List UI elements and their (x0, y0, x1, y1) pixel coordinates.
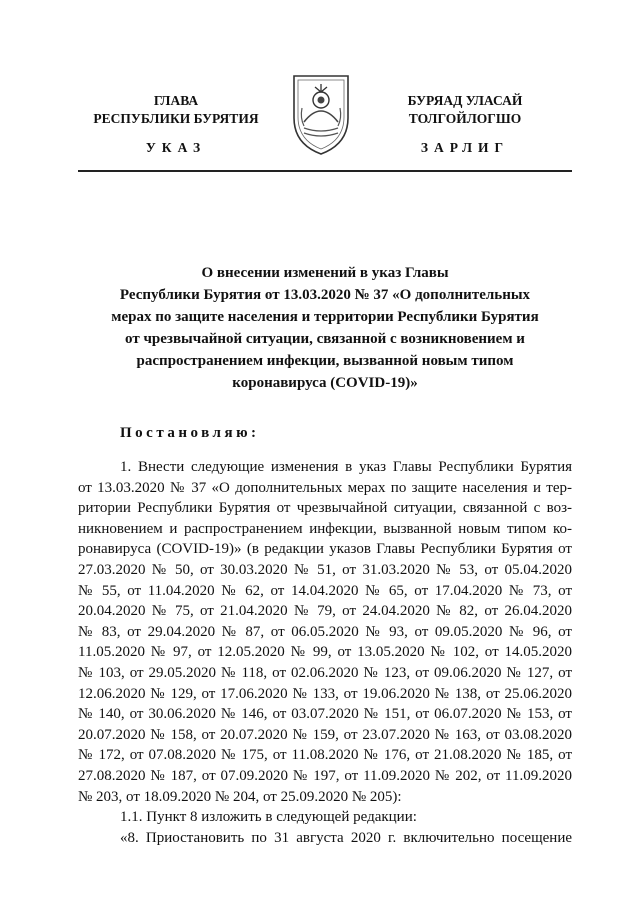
body-line: № 83, от 29.04.2020 № 87, от 06.05.2020 № 93, от 09.05.2020 № 96, от (78, 623, 572, 640)
title-line: от чрезвычайной ситуации, связанной с возникновением и (125, 331, 525, 347)
body-line: 27.03.2020 № 50, от 30.03.2020 № 51, от 31.03.2020 № 53, от 05.04.2020 (78, 561, 572, 578)
header-left-block (78, 92, 274, 128)
header-left-line-2: РЕСПУБЛИКИ БУРЯТИЯ (93, 111, 259, 126)
header-left-line-1: ГЛАВА (153, 93, 199, 108)
body-line: № 103, от 29.05.2020 № 118, от 02.06.2020 № 123, от 09.06.2020 № 127, от (78, 664, 572, 681)
body-line: № 172, от 07.08.2020 № 175, от 11.08.2020 № 176, от 21.08.2020 № 185, от (78, 747, 572, 764)
document-title (78, 262, 572, 394)
body-line: № 203, от 18.09.2020 № 204, от 25.09.2020 № 205): (78, 788, 402, 805)
body-line: 12.06.2020 № 129, от 17.06.2020 № 133, от 19.06.2020 № 138, от 25.06.2020 (78, 685, 572, 702)
body-line: 11.05.2020 № 97, от 12.05.2020 № 99, от 13.05.2020 № 102, от 14.05.2020 (78, 644, 572, 661)
body-line: никновением и распространением инфекции, вызванной новым типом ко- (78, 520, 572, 537)
body-line: 1.1. Пункт 8 изложить в следующей редакции: (120, 809, 417, 826)
decree-word: Постановляю: (120, 425, 260, 441)
header-divider (78, 170, 572, 172)
header-right-block (370, 92, 560, 128)
header-right-line-1: БУРЯАД УЛАСАЙ (407, 93, 523, 108)
body-line: ритории Республики Бурятия от чрезвычайной ситуации, связанной с воз- (78, 500, 572, 517)
title-line: мерах по защите населения и территории Республики Бурятия (111, 309, 539, 325)
body-line: от 13.03.2020 № 37 «О дополнительных мерах по защите населения и тер- (78, 479, 572, 496)
body-line: 20.07.2020 № 158, от 20.07.2020 № 159, от 23.07.2020 № 163, от 03.08.2020 (78, 726, 572, 743)
body-line: «8. Приостановить по 31 августа 2020 г. включительно посещение (120, 829, 572, 846)
document-body (78, 457, 572, 848)
title-line: Республики Бурятия от 13.03.2020 № 37 «О дополнительных (119, 287, 531, 303)
title-line: коронавируса (COVID-19)» (232, 375, 418, 391)
title-line: О внесении изменений в указ Главы (201, 265, 449, 281)
ukaz-label: УКАЗ (145, 140, 207, 155)
coat-of-arms-icon (290, 70, 352, 158)
title-line: распространением инфекции, вызванной новым типом (136, 353, 514, 369)
body-line: 20.04.2020 № 75, от 21.04.2020 № 79, от 24.04.2020 № 82, от 26.04.2020 (78, 603, 572, 620)
body-line: № 140, от 30.06.2020 № 146, от 03.07.2020 № 151, от 06.07.2020 № 153, от (78, 706, 572, 723)
body-line: ронавируса (COVID-19)» (в редакции указов Главы Республики Бурятия от (78, 541, 572, 558)
zarlig-label: ЗАРЛИГ (420, 140, 510, 155)
header-right-line-2: ТОЛГОЙЛОГШО (408, 111, 522, 126)
body-line: 27.08.2020 № 187, от 07.09.2020 № 197, от 11.09.2020 № 202, от 11.09.2020 (78, 767, 572, 784)
body-line: № 55, от 11.04.2020 № 62, от 14.04.2020 № 65, от 17.04.2020 № 73, от (78, 582, 572, 599)
body-line: 1. Внести следующие изменения в указ Главы Республики Бурятия (120, 459, 572, 475)
